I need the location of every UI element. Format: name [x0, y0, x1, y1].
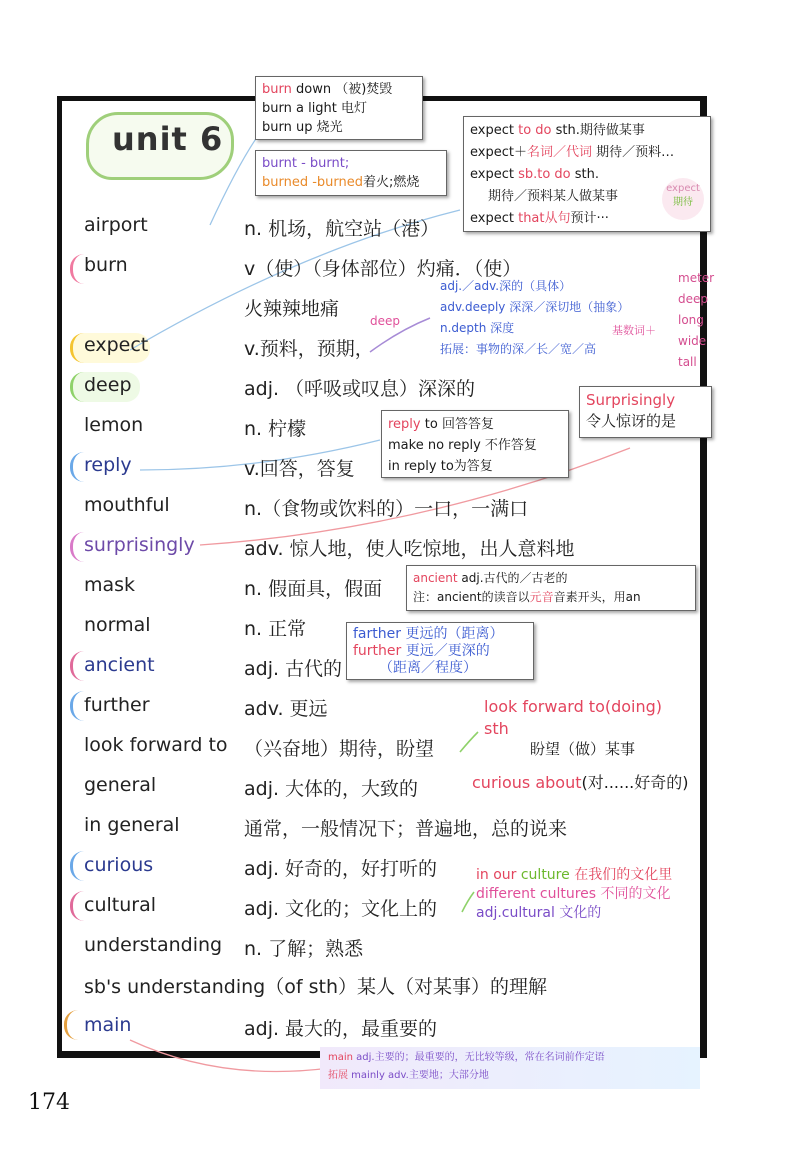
ancient-note: ancient adj.古代的／古老的 注：ancient的读音以元音音素开头，用an: [406, 565, 696, 611]
main-note: main adj.主要的；最重要的，无比较等级，常在名词前作定语 拓展 mainly adv.主要地；大部分地: [320, 1047, 700, 1089]
definition-general: adj. 大体的，大致的: [244, 778, 419, 800]
headword-deep: deep: [84, 374, 132, 396]
headword-burn: burn: [84, 254, 128, 276]
definition-burn: v（使）（身体部位）灼痛．（使）: [244, 258, 522, 280]
expect-usage-note: expect to do sth.期待做某事 expect＋名词／代词 期待／预料… expect sb.to do sth. 期待／预料某人做某事 expect that从句预计···: [463, 116, 711, 232]
definition-look-forward-to: （兴奋地）期待，盼望: [244, 738, 435, 760]
definition-deep: adj. （呼吸或叹息）深深的: [244, 378, 476, 400]
deep-dimension-words: meter deep long wide tall: [678, 271, 715, 369]
expect-stamp: expect 期待: [662, 178, 704, 220]
cultural-note: in our culture 在我们的文化里 different cultures 不同的文化 adj.cultural 文化的: [476, 867, 673, 921]
headword-main: main: [84, 1014, 132, 1036]
headword-general: general: [84, 774, 157, 796]
unit-title: unit 6: [112, 120, 224, 158]
headword-look-forward-to: look forward to: [84, 734, 228, 756]
deep-usage-note: adj.／adv.深的（具体） adv.deeply 深深／深切地（抽象） n.depth 深度 拓展：事物的深／长／宽／高: [440, 279, 630, 356]
headword-cultural: cultural: [84, 894, 156, 916]
definition-curious: adj. 好奇的，好打听的: [244, 858, 438, 880]
page-number: 174: [28, 1090, 70, 1115]
headword-mouthful: mouthful: [84, 494, 170, 516]
definition-surprisingly: adv. 惊人地，使人吃惊地，出人意料地: [244, 538, 575, 560]
definition-burn-cont: 火辣辣地痛: [244, 298, 340, 320]
burn-phrases-note: burn down （被)焚毁 burn a light 电灯 burn up 烧光: [255, 76, 423, 140]
headword-ancient: ancient: [84, 654, 155, 676]
headword-normal: normal: [84, 614, 151, 636]
headword-mask: mask: [84, 574, 136, 596]
burn-past-forms-note: burnt - burnt; burned -burned着火;燃烧: [255, 150, 447, 196]
headword-lemon: lemon: [84, 414, 144, 436]
phrase-sbs-understanding: sb's understanding（of sth）某人（对某事）的理解: [84, 976, 547, 998]
headword-surprisingly: surprisingly: [84, 534, 195, 556]
farther-further-note: farther 更远的（距离） further 更远／更深的 （距离／程度）: [346, 622, 534, 680]
definition-cultural: adj. 文化的；文化上的: [244, 898, 438, 920]
deep-branch-label: deep: [370, 314, 400, 328]
headword-understanding: understanding: [84, 934, 223, 956]
definition-mask: n. 假面具，假面: [244, 578, 383, 600]
definition-ancient: adj. 古代的: [244, 658, 343, 680]
headword-expect: expect: [84, 334, 149, 356]
definition-normal: n. 正常: [244, 618, 307, 640]
definition-mouthful: n.（食物或饮料的）一口，一满口: [244, 498, 529, 520]
definition-reply: v.回答，答复: [244, 458, 355, 480]
definition-in-general: 通常，一般情况下；普遍地，总的说来: [244, 818, 568, 840]
curious-about-note: curious about(对......好奇的): [472, 773, 689, 792]
definition-understanding: n. 了解；熟悉: [244, 938, 364, 960]
headword-in-general: in general: [84, 814, 180, 836]
deep-cardinal-tag: 基数词＋: [612, 324, 656, 337]
definition-expect: v.预料，预期，: [244, 338, 374, 360]
look-forward-meaning: 盼望（做）某事: [530, 740, 636, 758]
headword-further: further: [84, 694, 150, 716]
look-forward-note: look forward to(doing) sth: [484, 697, 663, 738]
definition-airport: n. 机场，航空站（港）: [244, 218, 440, 240]
definition-further: adv. 更远: [244, 698, 328, 720]
headword-curious: curious: [84, 854, 154, 876]
headword-airport: airport: [84, 214, 148, 236]
reply-phrases-note: reply to 回答答复 make no reply 不作答复 in reply to为答复: [381, 410, 569, 478]
headword-reply: reply: [84, 454, 132, 476]
definition-lemon: n. 柠檬: [244, 418, 307, 440]
definition-main: adj. 最大的，最重要的: [244, 1018, 438, 1040]
surprisingly-note: Surprisingly 令人惊讶的是: [579, 386, 712, 438]
